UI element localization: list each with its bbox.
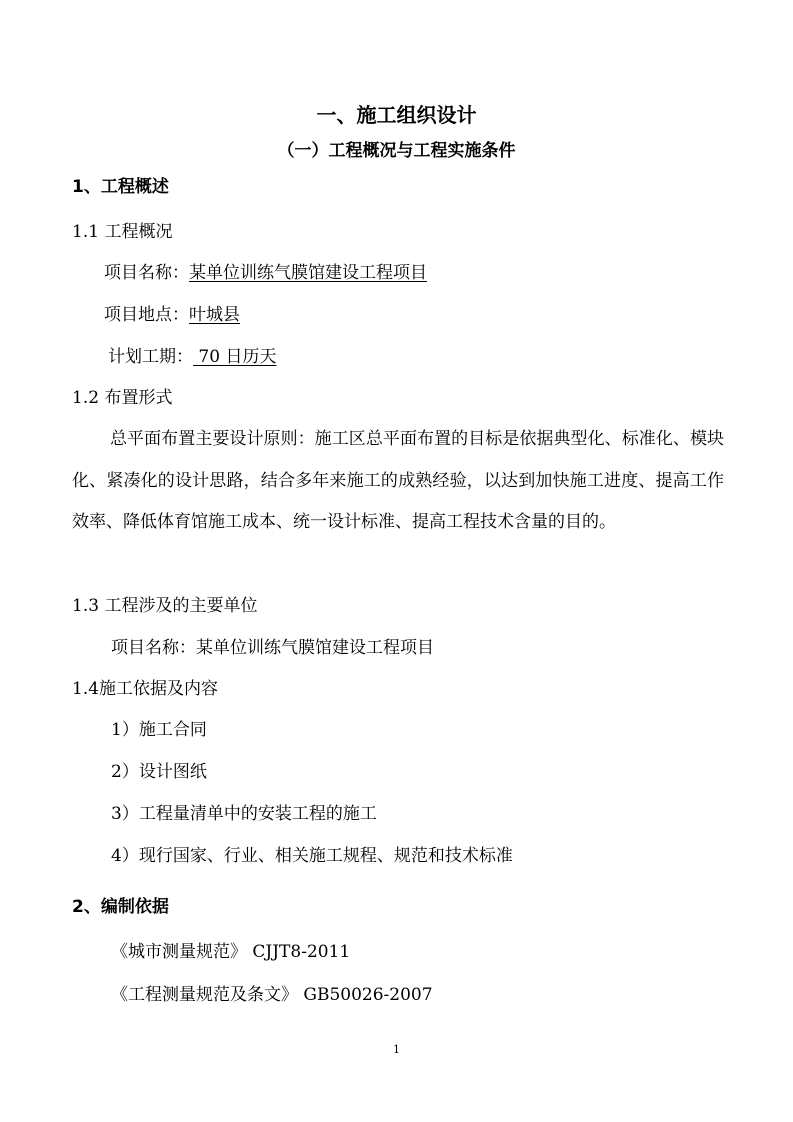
project-name-value: 某单位训练气膜馆建设工程项目 (189, 263, 427, 283)
reference-item: 《城市测量规范》 CJJT8-2011 (111, 942, 351, 962)
list-item: 4）现行国家、行业、相关施工规程、规范和技术标准 (111, 846, 513, 866)
section-1-3-heading: 1.3 工程涉及的主要单位 (72, 596, 258, 616)
section-1-2-heading: 1.2 布置形式 (72, 388, 173, 408)
list-item: 2）设计图纸 (111, 762, 207, 782)
page-title: 一、施工组织设计 (316, 103, 477, 127)
layout-paragraph: 总平面布置主要设计原则：施工区总平面布置的目标是依据典型化、标准化、模块化、紧凑化的设计思路，结合多年来施工的成熟经验，以达到加快施工进度、提高工作效率、降低体育馆施工成本、统一设计标准、提高工程技术含量的目的。 (72, 429, 724, 532)
page-number: 1 (393, 1043, 400, 1056)
project-period-value: 70 日历天 (193, 347, 277, 367)
list-item: 3）工程量清单中的安装工程的施工 (111, 804, 377, 824)
reference-item: 《工程测量规范及条文》 GB50026-2007 (111, 985, 433, 1005)
page-subtitle: （一）工程概况与工程实施条件 (277, 141, 516, 161)
section-1-heading: 1、工程概述 (72, 177, 169, 197)
project-site-line (104, 304, 240, 326)
section-1-4-heading: 1.4施工依据及内容 (72, 679, 219, 699)
section-1-3-item: 项目名称：某单位训练气膜馆建设工程项目 (111, 638, 434, 658)
project-site-label: 项目地点： (104, 305, 189, 325)
project-name-line (104, 262, 427, 284)
project-name-label: 项目名称： (104, 263, 189, 283)
project-period-label: 计划工期： (108, 347, 193, 367)
section-2-heading: 2、编制依据 (72, 897, 169, 917)
list-item: 1）施工合同 (111, 720, 207, 740)
project-site-value: 叶城县 (189, 305, 240, 325)
section-1-1-heading: 1.1 工程概况 (72, 222, 173, 242)
project-period-line (108, 346, 276, 368)
